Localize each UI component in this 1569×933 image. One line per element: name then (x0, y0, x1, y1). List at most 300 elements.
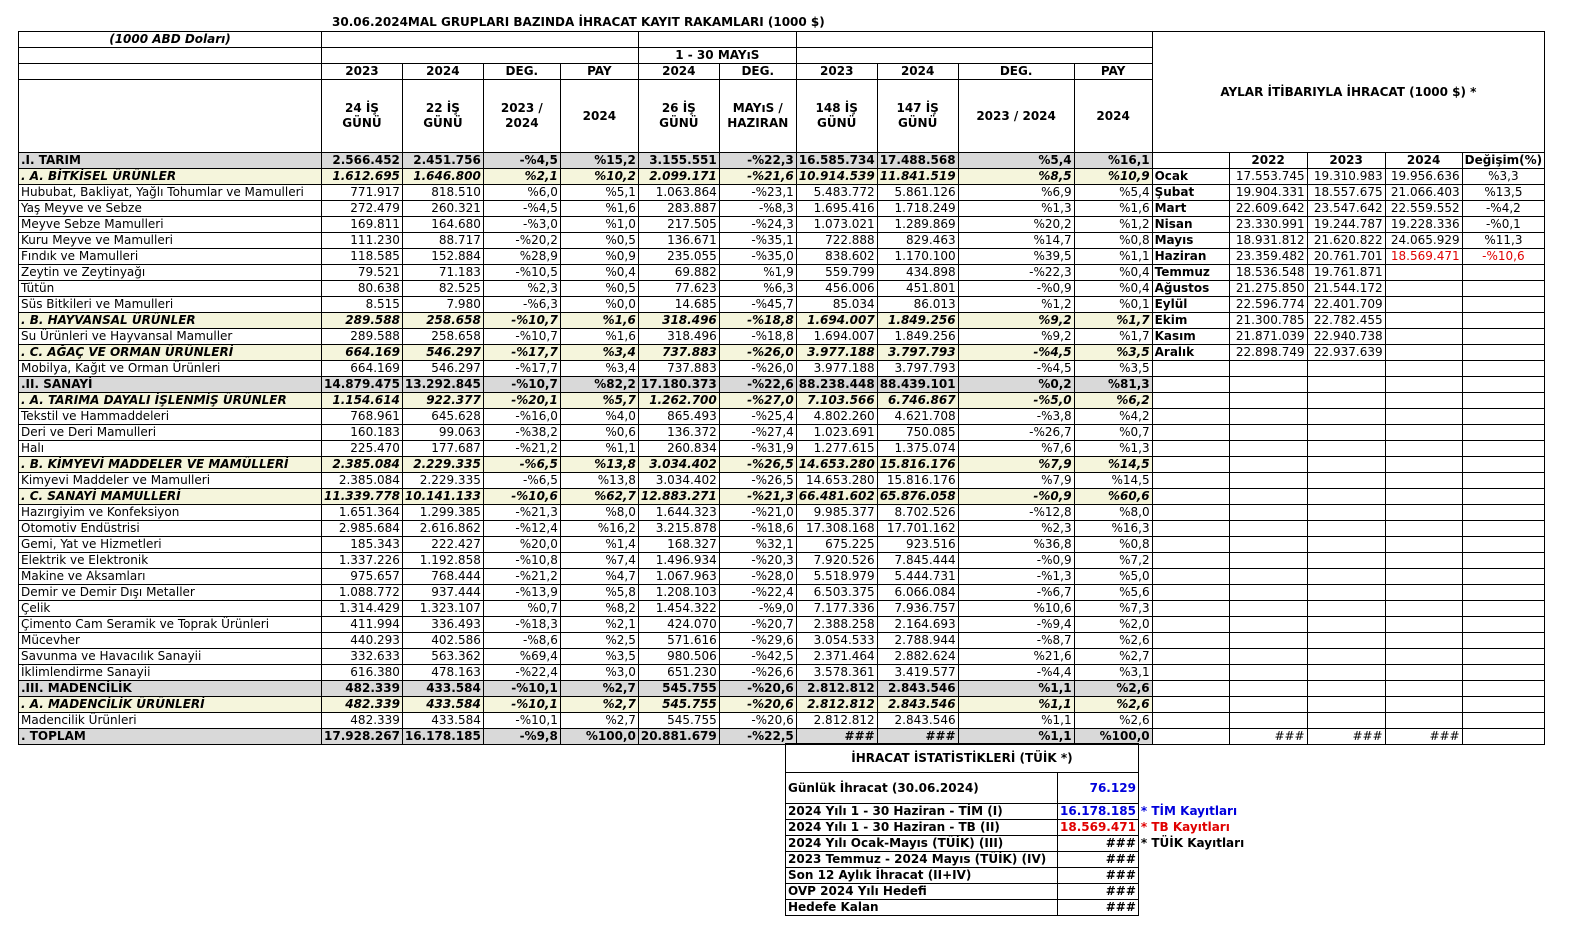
monthly-blank (1229, 633, 1307, 649)
stats-row (786, 804, 1279, 820)
month-value: -%10,6 (1462, 249, 1545, 265)
table-row (19, 585, 1545, 601)
row-value: -%21,6 (719, 169, 796, 185)
monthly-blank (1385, 713, 1462, 729)
column-subheader: 2023 / 2024 (958, 80, 1074, 153)
row-value: 456.006 (796, 281, 877, 297)
row-value: %3,4 (560, 361, 638, 377)
unit-label: (1000 ABD Doları) (19, 32, 322, 48)
monthly-blank (1307, 553, 1385, 569)
row-value: 482.339 (322, 713, 403, 729)
row-value: 545.755 (638, 681, 719, 697)
month-value: 17.553.745 (1229, 169, 1307, 185)
row-value: 546.297 (402, 345, 483, 361)
monthly-blank (1385, 537, 1462, 553)
row-value: 922.377 (402, 393, 483, 409)
monthly-blank (1462, 393, 1545, 409)
row-value: -%22,4 (483, 665, 560, 681)
row-value: 318.496 (638, 329, 719, 345)
monthly-blank (1385, 409, 1462, 425)
row-value: -%4,4 (958, 665, 1074, 681)
stats-value: ### (1058, 868, 1139, 884)
row-value: 7.177.336 (796, 601, 877, 617)
monthly-blank (1462, 697, 1545, 713)
column-header: DEG. (483, 64, 560, 80)
monthly-blank (1462, 521, 1545, 537)
table-row (19, 233, 1545, 249)
monthly-blank (1385, 585, 1462, 601)
monthly-blank (1229, 521, 1307, 537)
header-blank (19, 64, 322, 80)
row-value: 433.584 (402, 713, 483, 729)
row-value: 1.375.074 (877, 441, 958, 457)
row-value: 71.183 (402, 265, 483, 281)
row-value: 2.566.452 (322, 153, 403, 169)
row-value: %3,5 (1074, 361, 1152, 377)
month-value (1385, 265, 1462, 281)
row-value: %6,3 (719, 281, 796, 297)
row-value: 2.229.335 (402, 473, 483, 489)
row-value: -%6,5 (483, 473, 560, 489)
month-value (1462, 313, 1545, 329)
row-value: -%42,5 (719, 649, 796, 665)
month-value: 19.956.636 (1385, 169, 1462, 185)
row-value: 1.718.249 (877, 201, 958, 217)
row-value: 20.881.679 (638, 729, 719, 745)
row-value: -%9,4 (958, 617, 1074, 633)
month-value: 19.904.331 (1229, 185, 1307, 201)
row-value: 440.293 (322, 633, 403, 649)
monthly-blank (1152, 505, 1229, 521)
table-row (19, 633, 1545, 649)
table-row (19, 505, 1545, 521)
month-value: 19.761.871 (1307, 265, 1385, 281)
row-value: 258.658 (402, 313, 483, 329)
row-value: 169.811 (322, 217, 403, 233)
stats-note (1138, 900, 1278, 916)
table-row (19, 217, 1545, 233)
row-value: 336.493 (402, 617, 483, 633)
row-value: 1.154.614 (322, 393, 403, 409)
row-value: 88.238.448 (796, 377, 877, 393)
month-value: 22.609.642 (1229, 201, 1307, 217)
stats-label: Hedefe Kalan (786, 900, 1058, 916)
stats-table (785, 743, 1279, 916)
row-value: 545.755 (638, 713, 719, 729)
stats-row (786, 900, 1279, 916)
row-value: 283.887 (638, 201, 719, 217)
row-value: %1,4 (560, 537, 638, 553)
row-value: -%20,2 (483, 233, 560, 249)
row-value: %0,0 (560, 297, 638, 313)
row-value: %4,0 (560, 409, 638, 425)
row-label: Elektrik ve Elektronik (19, 553, 322, 569)
row-value: 2.843.546 (877, 681, 958, 697)
row-value: 829.463 (877, 233, 958, 249)
row-value: 14.685 (638, 297, 719, 313)
monthly-blank (1307, 649, 1385, 665)
monthly-blank (1462, 441, 1545, 457)
row-value: %2,1 (560, 617, 638, 633)
row-value: 10.914.539 (796, 169, 877, 185)
row-value: 17.701.162 (877, 521, 958, 537)
table-row (19, 537, 1545, 553)
row-value: 14.653.280 (796, 457, 877, 473)
row-value: %3,4 (560, 345, 638, 361)
monthly-blank (1385, 441, 1462, 457)
row-value: %3,0 (560, 665, 638, 681)
column-header: PAY (1074, 64, 1152, 80)
row-value: %6,0 (483, 185, 560, 201)
row-value: 3.797.793 (877, 361, 958, 377)
row-value: -%0,9 (958, 281, 1074, 297)
row-value: -%20,1 (483, 393, 560, 409)
row-value: %2,7 (560, 681, 638, 697)
stats-row (786, 868, 1279, 884)
row-value: 69.882 (638, 265, 719, 281)
row-value: 1.314.429 (322, 601, 403, 617)
row-value: 1.063.864 (638, 185, 719, 201)
row-value: 571.616 (638, 633, 719, 649)
monthly-blank (1385, 601, 1462, 617)
month-name: Temmuz (1152, 265, 1229, 281)
row-label: Meyve Sebze Mamulleri (19, 217, 322, 233)
month-name: Haziran (1152, 249, 1229, 265)
row-value: 99.063 (402, 425, 483, 441)
monthly-blank (1307, 697, 1385, 713)
stats-title: İHRACAT İSTATİSTİKLERİ (TÜİK *) (786, 744, 1139, 773)
month-name: Mayıs (1152, 233, 1229, 249)
row-value: 975.657 (322, 569, 403, 585)
row-value: 1.694.007 (796, 313, 877, 329)
monthly-blank (1307, 409, 1385, 425)
row-value: %7,9 (958, 473, 1074, 489)
row-value: -%10,7 (483, 329, 560, 345)
row-value: %0,6 (560, 425, 638, 441)
row-value: 434.898 (877, 265, 958, 281)
row-label: Süs Bitkileri ve Mamulleri (19, 297, 322, 313)
monthly-blank (1462, 601, 1545, 617)
row-value: -%12,8 (958, 505, 1074, 521)
month-value: 21.275.850 (1229, 281, 1307, 297)
stats-note (1138, 868, 1278, 884)
monthly-blank (1229, 409, 1307, 425)
row-value: %1,6 (560, 201, 638, 217)
table-row (19, 281, 1545, 297)
month-value: -%0,1 (1462, 217, 1545, 233)
row-value: %10,6 (958, 601, 1074, 617)
row-value: 2.788.944 (877, 633, 958, 649)
month-name: Ağustos (1152, 281, 1229, 297)
export-table-body (19, 32, 1545, 745)
month-value: 22.782.455 (1307, 313, 1385, 329)
monthly-column-header (1152, 153, 1229, 169)
row-value: -%26,0 (719, 361, 796, 377)
monthly-blank (1152, 457, 1229, 473)
table-row (19, 201, 1545, 217)
column-header: 2024 (638, 64, 719, 80)
month-value (1385, 345, 1462, 361)
monthly-column-header: Değişim(%) (1462, 153, 1545, 169)
row-value: 225.470 (322, 441, 403, 457)
month-name: Kasım (1152, 329, 1229, 345)
month-value: %3,3 (1462, 169, 1545, 185)
monthly-blank (1307, 585, 1385, 601)
row-value: 258.658 (402, 329, 483, 345)
monthly-blank (1462, 649, 1545, 665)
month-value (1385, 313, 1462, 329)
month-value: %11,3 (1462, 233, 1545, 249)
row-value: %5,7 (560, 393, 638, 409)
monthly-blank (1462, 713, 1545, 729)
month-value: 22.596.774 (1229, 297, 1307, 313)
monthly-blank (1307, 505, 1385, 521)
monthly-blank (1462, 633, 1545, 649)
row-value: %0,4 (1074, 265, 1152, 281)
row-value: -%10,1 (483, 681, 560, 697)
table-row (19, 601, 1545, 617)
row-value: -%1,3 (958, 569, 1074, 585)
table-row (19, 617, 1545, 633)
row-value: 923.516 (877, 537, 958, 553)
row-label: . C. AĞAÇ VE ORMAN ÜRÜNLERİ (19, 345, 322, 361)
month-name: Nisan (1152, 217, 1229, 233)
row-value: 664.169 (322, 361, 403, 377)
row-value: 2.812.812 (796, 713, 877, 729)
row-value: %15,2 (560, 153, 638, 169)
row-value: -%35,0 (719, 249, 796, 265)
row-value: 88.439.101 (877, 377, 958, 393)
row-label: Mücevher (19, 633, 322, 649)
monthly-blank (1462, 553, 1545, 569)
monthly-blank (1229, 713, 1307, 729)
row-label: . B. KİMYEVİ MADDELER VE MAMÜLLERİ (19, 457, 322, 473)
header-blank (638, 32, 796, 48)
row-value: 2.985.684 (322, 521, 403, 537)
row-value: -%21,2 (483, 441, 560, 457)
monthly-column-header: 2022 (1229, 153, 1307, 169)
month-value (1385, 281, 1462, 297)
table-row (19, 409, 1545, 425)
monthly-blank (1152, 489, 1229, 505)
row-value: 1.644.323 (638, 505, 719, 521)
row-label: .I. TARIM (19, 153, 322, 169)
row-value: 3.797.793 (877, 345, 958, 361)
row-value: 7.103.566 (796, 393, 877, 409)
monthly-blank (1385, 553, 1462, 569)
month-value: 19.310.983 (1307, 169, 1385, 185)
row-label: Mobilya, Kağıt ve Orman Ürünleri (19, 361, 322, 377)
row-value: %2,5 (560, 633, 638, 649)
row-value: 82.525 (402, 281, 483, 297)
row-value: -%10,1 (483, 697, 560, 713)
header-blank (322, 32, 639, 48)
monthly-blank (1385, 457, 1462, 473)
row-value: 1.088.772 (322, 585, 403, 601)
row-value: 7.980 (402, 297, 483, 313)
row-value: %0,8 (1074, 233, 1152, 249)
stats-label: OVP 2024 Yılı Hedefi (786, 884, 1058, 900)
row-value: %1,0 (560, 217, 638, 233)
row-label: . A. MADENCİLİK ÜRÜNLERİ (19, 697, 322, 713)
row-value: %7,4 (560, 553, 638, 569)
monthly-blank (1307, 393, 1385, 409)
column-subheader: 2024 (560, 80, 638, 153)
column-subheader: 26 İŞ GÜNÜ (638, 80, 719, 153)
monthly-total (1462, 729, 1545, 745)
table-row (19, 489, 1545, 505)
monthly-blank (1462, 665, 1545, 681)
month-value (1462, 265, 1545, 281)
row-value: %1,6 (560, 329, 638, 345)
row-label: Savunma ve Havacılık Sanayii (19, 649, 322, 665)
row-value: 332.633 (322, 649, 403, 665)
row-value: 1.192.858 (402, 553, 483, 569)
row-value: 1.694.007 (796, 329, 877, 345)
row-value: -%18,8 (719, 329, 796, 345)
monthly-blank (1152, 361, 1229, 377)
row-value: %6,9 (958, 185, 1074, 201)
row-label: Makine ve Aksamları (19, 569, 322, 585)
row-value: 2.451.756 (402, 153, 483, 169)
row-value: 616.380 (322, 665, 403, 681)
row-value: 168.327 (638, 537, 719, 553)
row-value: %20,0 (483, 537, 560, 553)
row-value: -%17,7 (483, 345, 560, 361)
row-value: -%26,5 (719, 457, 796, 473)
monthly-blank (1229, 505, 1307, 521)
row-label: Otomotiv Endüstrisi (19, 521, 322, 537)
row-value: 482.339 (322, 697, 403, 713)
monthly-blank (1229, 681, 1307, 697)
table-row (19, 329, 1545, 345)
row-label: Hububat, Bakliyat, Yağlı Tohumlar ve Mamulleri (19, 185, 322, 201)
stats-label: 2023 Temmuz - 2024 Mayıs (TÜİK) (IV) (786, 852, 1058, 868)
row-value: 2.385.084 (322, 473, 403, 489)
row-label: İklimlendirme Sanayii (19, 665, 322, 681)
row-value: %20,2 (958, 217, 1074, 233)
stats-note (1138, 852, 1278, 868)
row-value: -%9,0 (719, 601, 796, 617)
row-value: 1.646.800 (402, 169, 483, 185)
monthly-title: AYLAR İTİBARIYLA İHRACAT (1000 $) * (1152, 32, 1545, 153)
stats-note-blank (1138, 744, 1278, 773)
row-value: %7,6 (958, 441, 1074, 457)
row-value: %2,7 (560, 713, 638, 729)
row-value: 66.481.602 (796, 489, 877, 505)
row-value: ### (796, 729, 877, 745)
row-value: 289.588 (322, 313, 403, 329)
column-header: 2024 (877, 64, 958, 80)
row-value: -%10,7 (483, 377, 560, 393)
row-value: 818.510 (402, 185, 483, 201)
row-value: %6,2 (1074, 393, 1152, 409)
row-value: 3.155.551 (638, 153, 719, 169)
row-value: 17.308.168 (796, 521, 877, 537)
column-subheader: 22 İŞ GÜNÜ (402, 80, 483, 153)
row-value: %13,8 (560, 457, 638, 473)
monthly-blank (1307, 457, 1385, 473)
monthly-blank (1229, 457, 1307, 473)
monthly-blank (1229, 425, 1307, 441)
table-row (19, 169, 1545, 185)
row-value: 3.977.188 (796, 361, 877, 377)
row-value: 482.339 (322, 681, 403, 697)
table-row (19, 713, 1545, 729)
month-name: Ekim (1152, 313, 1229, 329)
row-value: %0,1 (1074, 297, 1152, 313)
table-row (19, 441, 1545, 457)
row-value: 651.230 (638, 665, 719, 681)
row-value: -%22,3 (958, 265, 1074, 281)
row-value: -%3,0 (483, 217, 560, 233)
row-value: 3.977.188 (796, 345, 877, 361)
row-value: -%13,9 (483, 585, 560, 601)
month-name: Ocak (1152, 169, 1229, 185)
row-value: -%4,5 (483, 153, 560, 169)
row-value: -%21,3 (719, 489, 796, 505)
row-value: 3.034.402 (638, 473, 719, 489)
row-value: -%21,2 (483, 569, 560, 585)
row-value: %69,4 (483, 649, 560, 665)
row-value: 152.884 (402, 249, 483, 265)
row-value: -%18,3 (483, 617, 560, 633)
row-value: -%18,6 (719, 521, 796, 537)
row-value: %9,2 (958, 329, 1074, 345)
stats-label: Son 12 Aylık İhracat (II+IV) (786, 868, 1058, 884)
row-value: 6.503.375 (796, 585, 877, 601)
monthly-blank (1307, 441, 1385, 457)
row-value: 3.054.533 (796, 633, 877, 649)
row-value: 1.073.021 (796, 217, 877, 233)
monthly-blank (1152, 617, 1229, 633)
row-value: 1.651.364 (322, 505, 403, 521)
monthly-blank (1385, 505, 1462, 521)
monthly-blank (1152, 377, 1229, 393)
monthly-blank (1462, 537, 1545, 553)
row-value: 65.876.058 (877, 489, 958, 505)
row-value: 980.506 (638, 649, 719, 665)
monthly-blank (1307, 665, 1385, 681)
table-row (19, 457, 1545, 473)
month-value: 21.544.172 (1307, 281, 1385, 297)
row-value: %4,2 (1074, 409, 1152, 425)
row-value: %1,1 (958, 729, 1074, 745)
monthly-blank (1152, 665, 1229, 681)
row-value: %1,7 (1074, 329, 1152, 345)
stats-label: 2024 Yılı Ocak-Mayıs (TÜİK) (III) (786, 836, 1058, 852)
monthly-blank (1385, 377, 1462, 393)
row-label: Fındık ve Mamulleri (19, 249, 322, 265)
monthly-blank (1462, 457, 1545, 473)
monthly-blank (1307, 617, 1385, 633)
monthly-blank (1462, 569, 1545, 585)
monthly-blank (1152, 393, 1229, 409)
row-value: 5.518.979 (796, 569, 877, 585)
row-value: %1,2 (958, 297, 1074, 313)
month-value: 21.871.039 (1229, 329, 1307, 345)
row-label: Deri ve Deri Mamulleri (19, 425, 322, 441)
month-value: 21.300.785 (1229, 313, 1307, 329)
monthly-blank (1152, 553, 1229, 569)
row-value: %1,1 (958, 697, 1074, 713)
column-header: DEG. (958, 64, 1074, 80)
stats-value: ### (1058, 900, 1139, 916)
month-name: Eylül (1152, 297, 1229, 313)
row-value: 2.882.624 (877, 649, 958, 665)
row-value: 86.013 (877, 297, 958, 313)
row-value: %28,9 (483, 249, 560, 265)
